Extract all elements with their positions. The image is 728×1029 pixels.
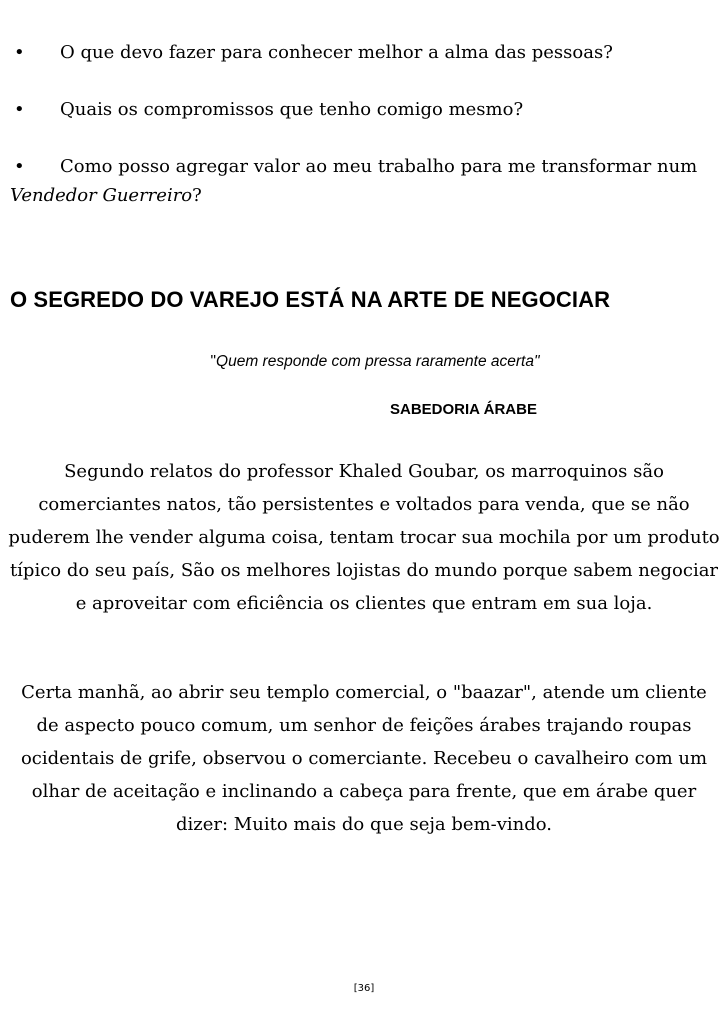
section-title: O SEGREDO DO VAREJO ESTÁ NA ARTE DE NEGOCIAR xyxy=(10,287,611,312)
list-item-emphasis: Vendedor Guerreiro xyxy=(10,185,193,206)
body-paragraph: Certa manhã, ao abrir seu templo comercial, o "baazar", atende um cliente de aspecto pouco comum, um senhor de feições árabes trajando roupas ocidentais de grife, observou o comerciante. Recebeu o cavalheiro com um olhar de aceitação e inclinando a cabeça para frente, que em árabe quer dizer: Muito mais do que seja bem-vindo. xyxy=(20,682,708,835)
question-list xyxy=(10,38,718,210)
bullet-icon: • xyxy=(14,156,25,177)
epigraph xyxy=(205,352,545,371)
epigraph-quote: Quem responde com pressa raramente acerta" xyxy=(216,353,540,370)
list-item-tail: ? xyxy=(192,185,202,206)
list-item-text: O que devo fazer para conhecer melhor a alma das pessoas? xyxy=(60,42,613,63)
body-paragraph: Segundo relatos do professor Khaled Goubar, os marroquinos são comerciantes natos, tão persistentes e voltados para venda, que se não puderem lhe vender alguma coisa, tentam trocar sua mochila por um produto típico do seu país, São os melhores lojistas do mundo porque sabem negociar e aproveitar com eficiência os clientes que entram em sua loja. xyxy=(8,461,720,614)
list-item xyxy=(10,152,718,210)
epigraph-open-quote: " xyxy=(210,353,217,370)
list-item xyxy=(10,38,718,67)
list-item xyxy=(10,95,718,124)
list-item-text: Quais os compromissos que tenho comigo mesmo? xyxy=(60,99,524,120)
epigraph-author: SABEDORIA ÁRABE xyxy=(390,401,537,418)
list-item-text: Como posso agregar valor ao meu trabalho para me transformar num xyxy=(60,156,698,177)
bullet-icon: • xyxy=(14,99,25,120)
bullet-icon: • xyxy=(14,42,25,63)
page-number: [36] xyxy=(353,983,375,994)
